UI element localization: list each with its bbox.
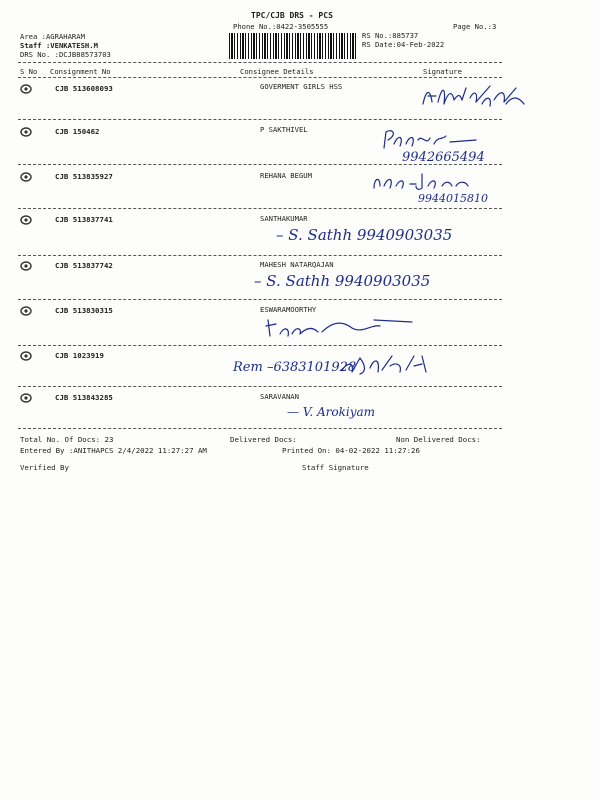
handwritten-signature: – S. Sathh 9940903035 [254, 272, 431, 290]
stamp-icon [20, 393, 32, 403]
row-divider [18, 345, 502, 346]
non-delivered-docs: Non Delivered Docs: [396, 435, 481, 444]
row-divider [18, 386, 502, 387]
rs-date: RS Date:04-Feb-2022 [362, 40, 445, 49]
consignment-number: CJB 513835927 [55, 172, 113, 181]
stamp-icon [20, 127, 32, 137]
consignee-name: ESWARAMOORTHY [260, 305, 317, 314]
handwritten-signature [420, 82, 530, 114]
row-divider [18, 428, 502, 429]
delivered-docs: Delivered Docs: [230, 435, 297, 444]
barcode [229, 33, 356, 59]
area-label: Area :AGRAHARAM [20, 32, 85, 41]
consignment-number: CJB 513837741 [55, 215, 113, 224]
verified-by: Verified By [20, 463, 69, 472]
row-divider [18, 164, 502, 165]
row-divider [18, 255, 502, 256]
drs-number: DRS No. :DCJB88573703 [20, 50, 111, 59]
consignee-name: MAHESH NATARQAJAN [260, 260, 334, 269]
consignment-number: CJB 513830315 [55, 306, 113, 315]
row-divider [18, 208, 502, 209]
handwritten-signature [262, 316, 442, 340]
total-docs: Total No. Of Docs: 23 [20, 435, 114, 444]
handwritten-phone: 9942665494 [402, 150, 485, 165]
staff-label: Staff :VENKATESH.M [20, 41, 98, 50]
page-number: Page No.:3 [453, 22, 497, 31]
consignee-name: P SAKTHIVEL [260, 125, 308, 134]
header-rule-top [18, 62, 502, 63]
stamp-icon [20, 84, 32, 94]
handwritten-signature: – S. Sathh 9940903035 [276, 226, 453, 244]
row-divider [18, 299, 502, 300]
document-title: TPC/CJB DRS - PCS [251, 11, 333, 20]
consignee-name: GOVERMENT GIRLS HSS [260, 82, 343, 91]
printed-on: Printed On: 04-02-2022 11:27:26 [282, 446, 420, 455]
consignee-name: SARAVANAN [260, 392, 299, 401]
rs-number: RS No.:885737 [362, 31, 419, 40]
entered-by: Entered By :ANITHAPCS 2/4/2022 11:27:27 AM [20, 446, 207, 455]
consignment-number: CJB 513843285 [55, 393, 113, 402]
stamp-icon [20, 172, 32, 182]
handwritten-signature [370, 170, 480, 194]
consignment-number: CJB 513608093 [55, 84, 113, 93]
staff-signature: Staff Signature [302, 463, 369, 472]
consignment-number: CJB 513837742 [55, 261, 113, 270]
phone-number: Phone No.:0422-3505555 [233, 22, 329, 31]
consignment-number: CJB 1023919 [55, 351, 104, 360]
handwritten-signature [338, 352, 468, 380]
consignee-name: REHANA BEGUM [260, 171, 312, 180]
stamp-icon [20, 261, 32, 271]
consignee-name: SANTHAKUMAR [260, 214, 308, 223]
handwritten-signature: — V. Arokiyam [287, 405, 376, 419]
col-signature: Signature [423, 67, 462, 76]
col-consignment: Consignment No [50, 67, 111, 76]
stamp-icon [20, 306, 32, 316]
col-sno: S No [20, 67, 38, 76]
col-consignee: Consignee Details [240, 67, 314, 76]
consignment-number: CJB 150462 [55, 127, 100, 136]
handwritten-phone: 9944015810 [418, 192, 488, 205]
handwritten-phone: Rem –6383101928 [233, 360, 357, 375]
header-rule-bottom [18, 77, 502, 78]
stamp-icon [20, 351, 32, 361]
row-divider [18, 119, 502, 120]
stamp-icon [20, 215, 32, 225]
